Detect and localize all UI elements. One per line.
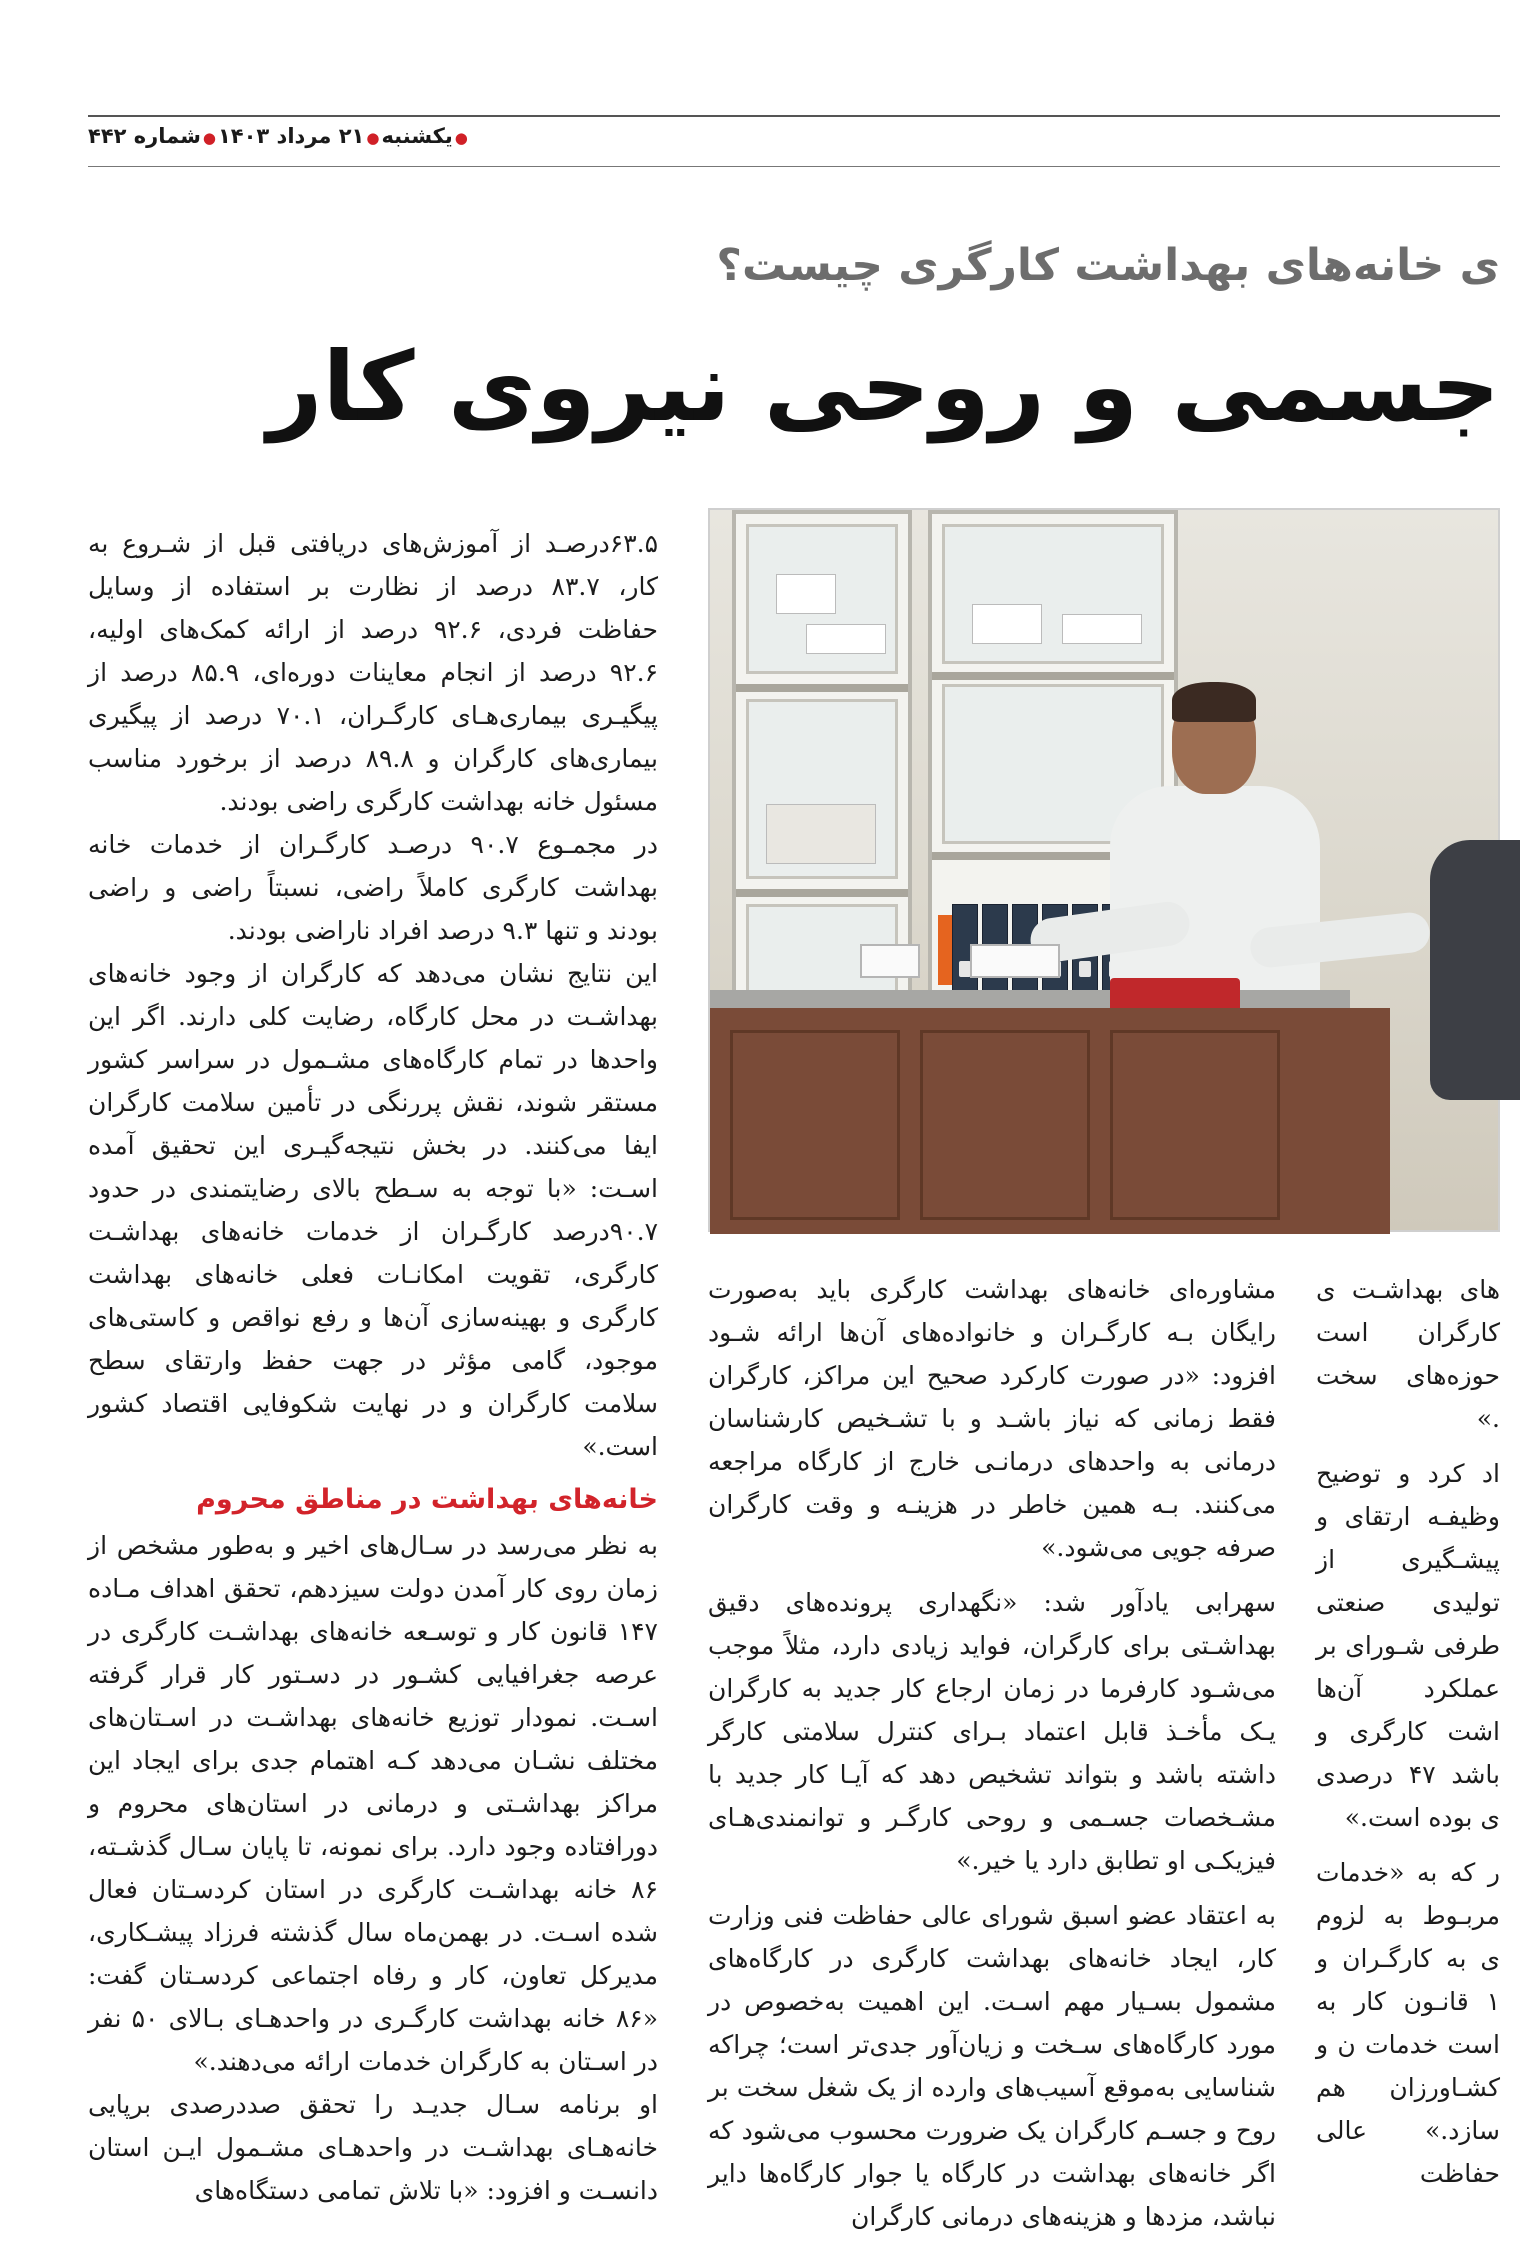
dateline [88, 124, 470, 148]
paragraph: های بهداشـت ی کارگران است حوزه‌های سخت .» [1316, 1275, 1500, 1433]
header-rule-bottom [88, 166, 1500, 167]
patient-figure [1430, 840, 1520, 1100]
column-left [88, 522, 658, 2258]
paragraph: به نظر می‌رسد در سـال‌های اخیر و به‌طور مشخص از زمان روی کار آمدن دولت سیزدهم، تحقق اهداف مـاده ۱۴۷ قانون کار و توسـعه خانه‌های بهداشـت کارگری در عرصه جغرافیایی کشـور در دسـتور کار قرار گرفته اسـت. نمودار توزیع خانه‌های بهداشـت در اسـتان‌های مختلف نشـان می‌دهد کـه اهتمام جدی برای ایجاد این مراکز بهداشـتی و درمانی در استان‌های محروم و دورافتاده وجود دارد. برای نمونه، تا پایان سـال گذشـته، ۸۶ خانه بهداشـت کارگری در استان کردسـتان فعال شده اسـت. در بهمن‌ماه سال گذشته فرزاد پیشـکاری، مدیرکل تعاون، کار و رفاه اجتماعی کردسـتان گفت: «۸۶ خانه بهداشت کارگـری در واحدهـای بـالای ۵۰ نفر در اسـتان به کارگران خدمات ارائه می‌دهند.» [88, 1531, 658, 2076]
column-middle [708, 1268, 1276, 2258]
header-rule-top [88, 115, 1500, 117]
section-subheading: خانه‌های بهداشت در مناطق محروم [196, 1484, 658, 1515]
paragraph: او برنامه سـال جدیـد را تحقق صددرصدی برپایی خانه‌هـای بهداشـت در واحدهـای مشـمول ایـن استان دانسـت و افزود: «با تلاش تمامی دستگاه‌های [88, 2090, 658, 2205]
paragraph: مشاوره‌ای خانه‌های بهداشت کارگری باید به‌صورت رایگان بـه کارگـران و خانواده‌های آن‌ها ارائه شـود افزود: «در صورت کارکرد صحیح این مراکز، کارگران فقط زمانی که نیاز باشـد و با تشـخیص کارشناسان درمانی به واحدهای درمانـی خارج از کارگاه مراجعه می‌کنند. بـه همین خاطر در هزینـه و وقت کارگران صرفه جویی می‌شود.» [708, 1275, 1276, 1562]
article-headline: جسمی و روحی نیروی کار [267, 331, 1500, 443]
paragraph: سهرابی یادآور شد: «نگهداری پرونده‌های دقیق بهداشـتی برای کارگران، فواید زیادی دارد، مثلاً موجب می‌شـود کارفرما در زمان ارجاع کار جدید به کارگران یـک مأخـذ قابل اعتماد بـرای کنترل سلامتی کارگر داشته باشد و بتواند تشخیص دهد که آیـا کار جدید با مشـخصات جسـمی و روحی کارگـر و توانمندی‌هـای فیزیکـی او تطابق دارد یا خیر.» [708, 1588, 1276, 1875]
paragraph: ۶۳.۵درصـد از آموزش‌های دریافتی قبل از شـروع به کار، ۸۳.۷ درصد از نظارت بر استفاده از وسایل حفاظت فردی، ۹۲.۶ درصد از ارائه کمک‌های اولیه، ۹۲.۶ درصد از انجام معاینات دوره‌ای، ۸۵.۹ درصد از پیگیـری بیماری‌هـای کارگـران، ۷۰.۱ درصد از پیگیری بیماری‌های کارگران و ۸۹.۸ درصد از برخورد مناسب مسئول خانه بهداشت کارگری راضی بودند. [88, 529, 659, 816]
article-photo [708, 508, 1500, 1232]
bullet-icon: ● [366, 129, 380, 147]
paragraph: این نتایج نشان می‌دهد که کارگران از وجود خانه‌های بهداشـت در محل کارگاه، رضایت کلی دارند. اگر این واحدها در تمام کارگاه‌های مشـمول در سراسر کشور مستقر شوند، نقش پررنگی در تأمین سلامت کارگران ایفا می‌کنند. در بخش نتیجه‌گیـری این تحقیق آمده اسـت: «با توجه به سـطح بالای رضایتمندی در حدود ۹۰.۷درصد کارگـران از خدمات خانه‌های بهداشـت کارگری، تقویت امکانـات فعلی خانه‌های بهداشت کارگری و بهینه‌سازی آن‌ها و رفع نواقص و کاستی‌های موجود، گامی مؤثر در جهت حفظ وارتقای سطح سلامت کارگران و در نهایت شکوفایی اقتصاد کشور است.» [88, 959, 658, 1461]
paragraph: اد کرد و توضیح وظیفـه ارتقای و پیشـگیری از تولیدی صنعتی طرفی شـورای بر عملکرد آن‌ها اشت کارگری و باشد ۴۷ درصدی ی بوده است.» [1316, 1459, 1500, 1832]
article-kicker: ی خانه‌های بهداشت کارگری چیست؟ [716, 240, 1500, 291]
bullet-icon: ● [454, 129, 468, 147]
paragraph: به اعتقاد عضو اسبق شورای عالی حفاظت فنی وزارت کار، ایجاد خانه‌های بهداشت کارگری در کارگاه‌های مشمول بسـیار مهم اسـت. این اهمیت به‌خصوص در مورد کارگاه‌های سـخت و زیان‌آور جدی‌تر است؛ چراکه شناسایی به‌موقع آسیب‌های وارده از یک شغل سخت بر روح و جسـم کارگران یک ضرورت محسوب می‌شود که اگر خانه‌های بهداشت در کارگاه یا جوار کارگاه‌ها دایر نباشد، مزدها و هزینه‌های درمانی کارگران [708, 1901, 1276, 2231]
dateline-day: یکشنبه [381, 124, 453, 148]
paragraph: ر که به «خدمات مربـوط به لزوم ی به کارگـران و ۱ قانـون کار به است خدمات ن و کشـاورزان هم سازد.» عالی حفاظت [1316, 1858, 1500, 2188]
blood-pressure-case [1110, 978, 1240, 1012]
dateline-issue: شماره ۴۴۲ [88, 124, 201, 148]
column-right-cut [1316, 1268, 1500, 2258]
dateline-date: ۲۱ مرداد ۱۴۰۳ [217, 124, 365, 148]
paragraph: در مجمـوع ۹۰.۷ درصـد کارگـران از خدمات خانه بهداشت کارگری کاملاً راضی، نسبتاً راضی و راضی بودند و تنها ۹.۳ درصد افراد ناراضی بودند. [88, 830, 658, 945]
bullet-icon: ● [202, 129, 216, 147]
